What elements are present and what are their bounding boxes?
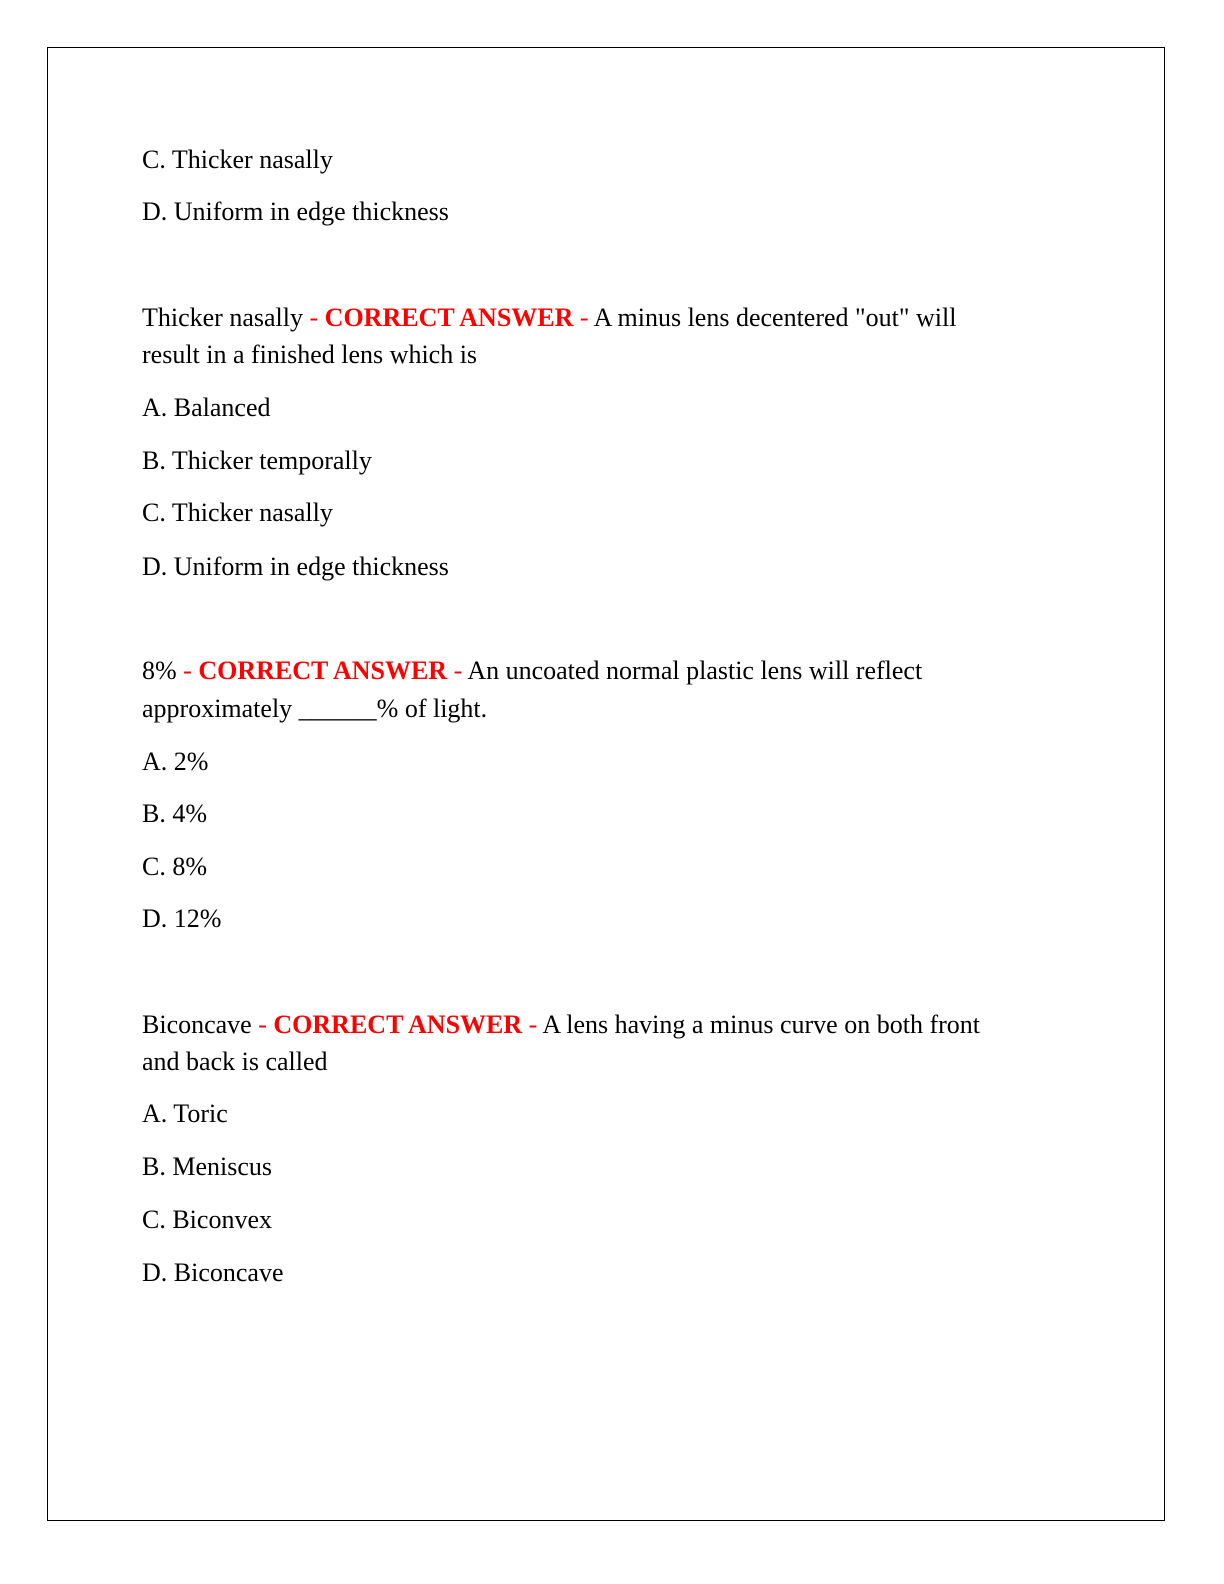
option-text: D. Uniform in edge thickness — [142, 552, 449, 581]
answer-text: 8% — [142, 656, 177, 685]
option-text: C. 8% — [142, 852, 207, 881]
option-text: D. 12% — [142, 904, 222, 933]
option-text: B. Thicker temporally — [142, 446, 372, 475]
question-text: result in a finished lens which is — [142, 340, 478, 369]
option-text: A. Balanced — [142, 393, 271, 422]
page-border — [47, 47, 1165, 1521]
option-text: A. Toric — [142, 1099, 228, 1128]
question-line — [142, 1010, 980, 1040]
question-line — [142, 656, 922, 686]
correct-answer-label: CORRECT ANSWER — [324, 303, 574, 332]
answer-text: Biconcave — [142, 1010, 252, 1039]
correct-answer-label: CORRECT ANSWER — [273, 1010, 523, 1039]
option-text: C. Biconvex — [142, 1205, 272, 1234]
correct-answer-label: CORRECT ANSWER — [198, 656, 448, 685]
separator: - — [522, 1010, 543, 1039]
option-text: C. Thicker nasally — [142, 498, 333, 527]
separator: - — [251, 1010, 274, 1039]
separator: - — [176, 656, 199, 685]
option-text: D. Biconcave — [142, 1258, 284, 1287]
question-line — [142, 303, 956, 333]
option-text: D. Uniform in edge thickness — [142, 197, 449, 226]
option-text: B. 4% — [142, 799, 207, 828]
question-text: approximately ______% of light. — [142, 694, 488, 723]
option-text: B. Meniscus — [142, 1152, 272, 1181]
answer-text: Thicker nasally — [142, 303, 303, 332]
separator: - — [447, 656, 468, 685]
separator: - — [303, 303, 325, 332]
question-text: and back is called — [142, 1047, 328, 1076]
option-text: C. Thicker nasally — [142, 145, 333, 174]
question-text: An uncoated normal plastic lens will reflect — [467, 656, 923, 685]
question-text: A lens having a minus curve on both front — [542, 1010, 980, 1039]
separator: - — [573, 303, 594, 332]
option-text: A. 2% — [142, 747, 209, 776]
question-text: A minus lens decentered "out" will — [593, 303, 957, 332]
